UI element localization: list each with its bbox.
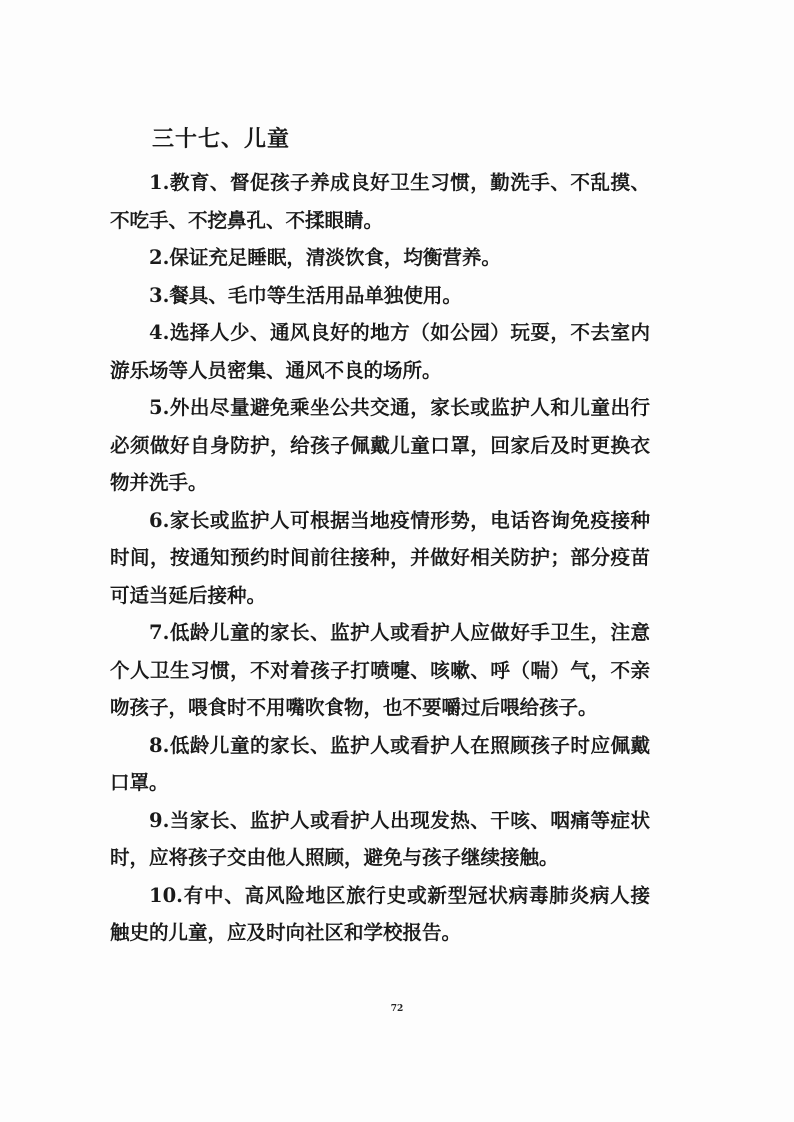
list-item: 8.低龄儿童的家长、监护人或看护人在照顾孩子时应佩戴口罩。 bbox=[110, 733, 650, 794]
list-item: 3.餐具、毛巾等生活用品单独使用。 bbox=[149, 283, 462, 307]
list-item: 1.教育、督促孩子养成良好卫生习惯，勤洗手、不乱摸、不吃手、不挖鼻孔、不揉眼睛。 bbox=[110, 171, 650, 232]
list-item: 9.当家长、监护人或看护人出现发热、干咳、咽痛等症状时，应将孩子交由他人照顾，避免与孩子继续接触。 bbox=[110, 808, 650, 869]
page-number: 72 bbox=[390, 1004, 404, 1014]
list-item: 7.低龄儿童的家长、监护人或看护人应做好手卫生，注意个人卫生习惯，不对着孩子打喷嚏、咳嗽、呼（喘）气，不亲吻孩子，喂食时不用嘴吹食物，也不要嚼过后喂给孩子。 bbox=[110, 621, 650, 719]
list-item: 4.选择人少、通风良好的地方（如公园）玩耍，不去室内游乐场等人员密集、通风不良的场所。 bbox=[110, 321, 650, 382]
list-item: 5.外出尽量避免乘坐公共交通，家长或监护人和儿童出行必须做好自身防护，给孩子佩戴儿童口罩，回家后及时更换衣物并洗手。 bbox=[110, 396, 650, 494]
list-item: 6.家长或监护人可根据当地疫情形势，电话咨询免疫接种时间，按通知预约时间前往接种，并做好相关防护；部分疫苗可适当延后接种。 bbox=[110, 508, 650, 607]
list-item: 10.有中、高风险地区旅行史或新型冠状病毒肺炎病人接触史的儿童，应及时向社区和学校报告。 bbox=[110, 883, 650, 944]
section-heading: 三十七、儿童 bbox=[152, 126, 291, 152]
list-item: 2.保证充足睡眠，清淡饮食，均衡营养。 bbox=[149, 246, 501, 269]
section-body bbox=[110, 164, 650, 952]
